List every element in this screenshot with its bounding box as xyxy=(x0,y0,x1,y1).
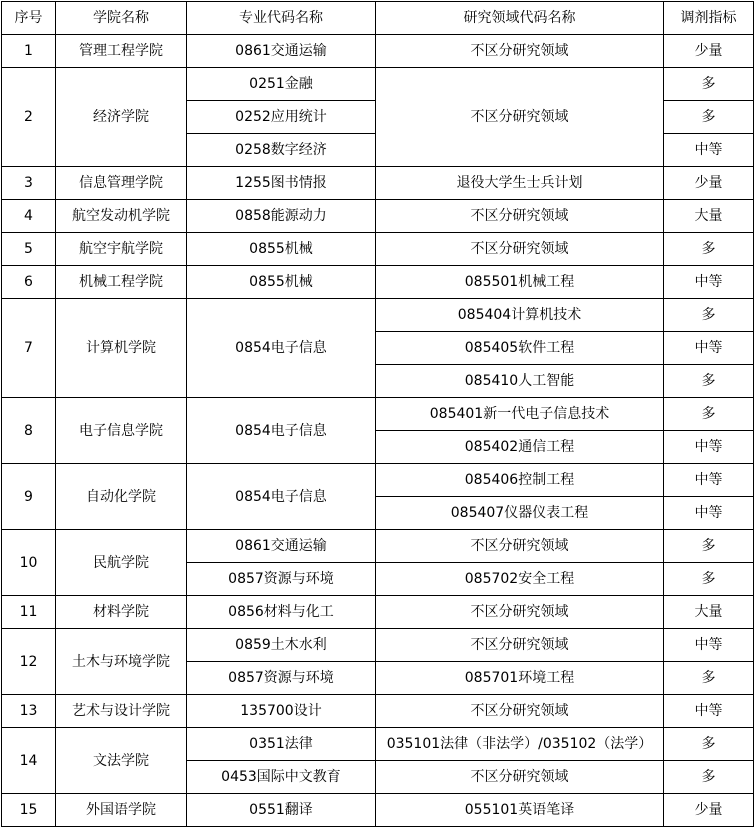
table-row xyxy=(2,794,754,827)
major-name: 0858能源动力 xyxy=(187,200,376,233)
field-name: 085701环境工程 xyxy=(376,662,664,695)
quota-value: 多 xyxy=(664,365,754,398)
quota-value: 大量 xyxy=(664,200,754,233)
field-name: 不区分研究领域 xyxy=(376,530,664,563)
major-name: 0854电子信息 xyxy=(187,398,376,464)
college-name: 文法学院 xyxy=(56,728,187,794)
row-no: 6 xyxy=(2,266,56,299)
major-name: 0551翻译 xyxy=(187,794,376,827)
college-name: 计算机学院 xyxy=(56,299,187,398)
college-name: 信息管理学院 xyxy=(56,167,187,200)
row-no: 12 xyxy=(2,629,56,695)
header-college: 学院名称 xyxy=(56,2,187,35)
college-name: 航空发动机学院 xyxy=(56,200,187,233)
table-row xyxy=(2,596,754,629)
field-name: 085702安全工程 xyxy=(376,563,664,596)
row-no: 2 xyxy=(2,68,56,167)
field-name: 085404计算机技术 xyxy=(376,299,664,332)
table-row xyxy=(2,266,754,299)
table-row xyxy=(2,299,754,332)
table-row xyxy=(2,68,754,101)
field-name: 085407仪器仪表工程 xyxy=(376,497,664,530)
row-no: 9 xyxy=(2,464,56,530)
quota-value: 多 xyxy=(664,728,754,761)
table-row xyxy=(2,695,754,728)
major-name: 0854电子信息 xyxy=(187,299,376,398)
row-no: 7 xyxy=(2,299,56,398)
quota-value: 少量 xyxy=(664,35,754,68)
quota-value: 中等 xyxy=(664,695,754,728)
quota-value: 多 xyxy=(664,761,754,794)
row-no: 3 xyxy=(2,167,56,200)
header-quota: 调剂指标 xyxy=(664,2,754,35)
college-name: 外国语学院 xyxy=(56,794,187,827)
quota-value: 多 xyxy=(664,68,754,101)
table-row xyxy=(2,200,754,233)
table-row xyxy=(2,629,754,662)
quota-value: 少量 xyxy=(664,167,754,200)
college-name: 航空宇航学院 xyxy=(56,233,187,266)
field-name: 不区分研究领域 xyxy=(376,761,664,794)
college-name: 艺术与设计学院 xyxy=(56,695,187,728)
quota-value: 多 xyxy=(664,101,754,134)
field-name: 085410人工智能 xyxy=(376,365,664,398)
quota-value: 大量 xyxy=(664,596,754,629)
table-row xyxy=(2,530,754,563)
header-row xyxy=(2,2,754,35)
quota-value: 中等 xyxy=(664,134,754,167)
adjustment-quota-table xyxy=(1,1,754,827)
college-name: 土木与环境学院 xyxy=(56,629,187,695)
major-name: 0251金融 xyxy=(187,68,376,101)
major-name: 0859土木水利 xyxy=(187,629,376,662)
quota-value: 多 xyxy=(664,233,754,266)
field-name: 不区分研究领域 xyxy=(376,35,664,68)
quota-value: 少量 xyxy=(664,794,754,827)
quota-value: 多 xyxy=(664,299,754,332)
table-row xyxy=(2,233,754,266)
field-name: 不区分研究领域 xyxy=(376,200,664,233)
row-no: 4 xyxy=(2,200,56,233)
row-no: 10 xyxy=(2,530,56,596)
major-name: 0854电子信息 xyxy=(187,464,376,530)
quota-value: 多 xyxy=(664,398,754,431)
major-name: 0856材料与化工 xyxy=(187,596,376,629)
field-name: 不区分研究领域 xyxy=(376,695,664,728)
major-name: 0855机械 xyxy=(187,233,376,266)
field-name: 不区分研究领域 xyxy=(376,68,664,167)
field-name: 055101英语笔译 xyxy=(376,794,664,827)
field-name: 不区分研究领域 xyxy=(376,596,664,629)
major-name: 0351法律 xyxy=(187,728,376,761)
major-name: 0453国际中文教育 xyxy=(187,761,376,794)
quota-value: 中等 xyxy=(664,629,754,662)
table-row xyxy=(2,464,754,497)
row-no: 1 xyxy=(2,35,56,68)
field-name: 085402通信工程 xyxy=(376,431,664,464)
field-name: 035101法律（非法学）/035102（法学） xyxy=(376,728,664,761)
row-no: 8 xyxy=(2,398,56,464)
college-name: 自动化学院 xyxy=(56,464,187,530)
field-name: 085501机械工程 xyxy=(376,266,664,299)
row-no: 14 xyxy=(2,728,56,794)
major-name: 135700设计 xyxy=(187,695,376,728)
quota-value: 多 xyxy=(664,563,754,596)
college-name: 材料学院 xyxy=(56,596,187,629)
quota-value: 中等 xyxy=(664,332,754,365)
table-row xyxy=(2,167,754,200)
field-name: 退役大学生士兵计划 xyxy=(376,167,664,200)
college-name: 机械工程学院 xyxy=(56,266,187,299)
major-name: 0252应用统计 xyxy=(187,101,376,134)
quota-value: 中等 xyxy=(664,497,754,530)
major-name: 0855机械 xyxy=(187,266,376,299)
field-name: 不区分研究领域 xyxy=(376,629,664,662)
header-major: 专业代码名称 xyxy=(187,2,376,35)
field-name: 085401新一代电子信息技术 xyxy=(376,398,664,431)
major-name: 0861交通运输 xyxy=(187,35,376,68)
table-row xyxy=(2,728,754,761)
row-no: 5 xyxy=(2,233,56,266)
major-name: 0857资源与环境 xyxy=(187,563,376,596)
row-no: 13 xyxy=(2,695,56,728)
header-no: 序号 xyxy=(2,2,56,35)
table-row xyxy=(2,35,754,68)
row-no: 15 xyxy=(2,794,56,827)
field-name: 不区分研究领域 xyxy=(376,233,664,266)
college-name: 电子信息学院 xyxy=(56,398,187,464)
quota-value: 多 xyxy=(664,530,754,563)
quota-value: 中等 xyxy=(664,266,754,299)
quota-value: 中等 xyxy=(664,464,754,497)
field-name: 085406控制工程 xyxy=(376,464,664,497)
major-name: 1255图书情报 xyxy=(187,167,376,200)
field-name: 085405软件工程 xyxy=(376,332,664,365)
major-name: 0258数字经济 xyxy=(187,134,376,167)
major-name: 0861交通运输 xyxy=(187,530,376,563)
header-field: 研究领域代码名称 xyxy=(376,2,664,35)
college-name: 管理工程学院 xyxy=(56,35,187,68)
college-name: 经济学院 xyxy=(56,68,187,167)
table-row xyxy=(2,398,754,431)
row-no: 11 xyxy=(2,596,56,629)
quota-value: 多 xyxy=(664,662,754,695)
major-name: 0857资源与环境 xyxy=(187,662,376,695)
college-name: 民航学院 xyxy=(56,530,187,596)
quota-value: 中等 xyxy=(664,431,754,464)
